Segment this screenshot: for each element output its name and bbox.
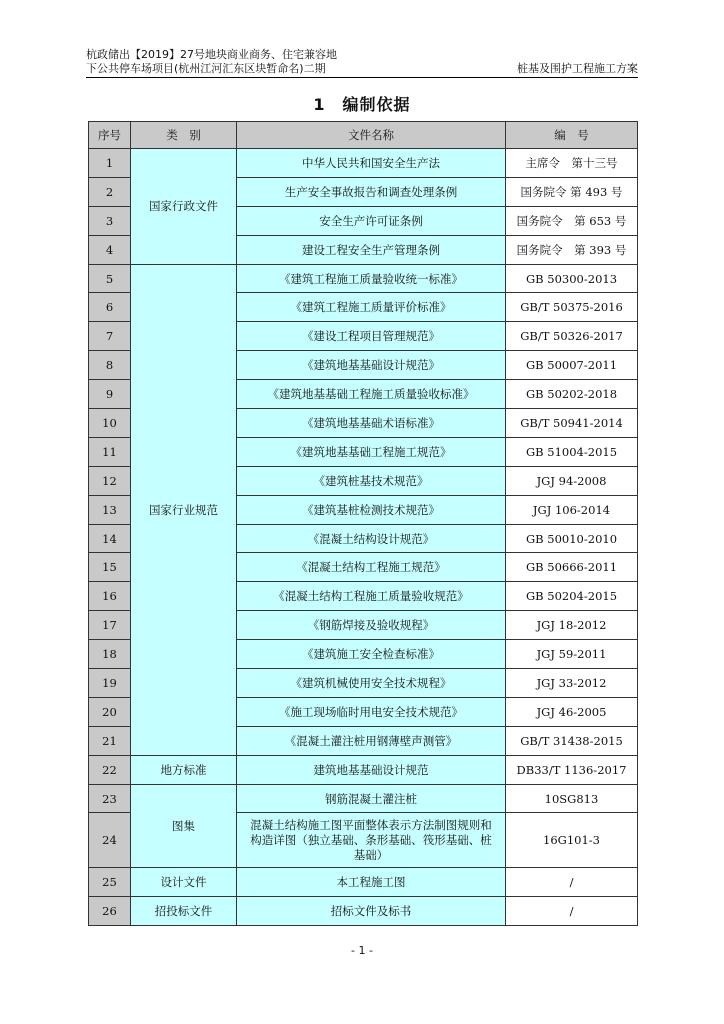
row-code: JGJ 59-2011 <box>506 640 638 669</box>
row-code: JGJ 18-2012 <box>506 611 638 640</box>
row-no: 15 <box>89 553 131 582</box>
category-national-admin: 国家行政文件 <box>131 149 237 265</box>
row-code: 10SG813 <box>506 784 638 813</box>
row-no: 1 <box>89 149 131 178</box>
row-no: 8 <box>89 351 131 380</box>
row-name: 《建筑机械使用安全技术规程》 <box>237 669 506 698</box>
header-project-line-1: 杭政储出【2019】27号地块商业商务、住宅兼容地 <box>86 48 337 61</box>
row-no: 2 <box>89 177 131 206</box>
row-name: 《施工现场临时用电安全技术规范》 <box>237 697 506 726</box>
row-no: 10 <box>89 409 131 438</box>
row-no: 18 <box>89 640 131 669</box>
row-no: 9 <box>89 380 131 409</box>
row-code: DB33/T 1136-2017 <box>506 755 638 784</box>
row-no: 6 <box>89 293 131 322</box>
row-no: 19 <box>89 669 131 698</box>
row-code: GB/T 50941-2014 <box>506 409 638 438</box>
page-number: - 1 - <box>351 944 373 957</box>
table-row <box>89 264 638 293</box>
row-code: GB/T 31438-2015 <box>506 726 638 755</box>
row-name: 《建筑地基基础工程施工质量验收标准》 <box>237 380 506 409</box>
header-code: 编 号 <box>506 122 638 149</box>
row-name: 《建筑施工安全检查标准》 <box>237 640 506 669</box>
row-code: GB 50010-2010 <box>506 524 638 553</box>
row-no: 17 <box>89 611 131 640</box>
table-row <box>89 755 638 784</box>
row-name: 建设工程安全生产管理条例 <box>237 235 506 264</box>
row-name: 《建筑工程施工质量评价标准》 <box>237 293 506 322</box>
row-code: 国务院令 第 393 号 <box>506 235 638 264</box>
row-no: 26 <box>89 897 131 926</box>
row-name: 《建筑地基基础工程施工规范》 <box>237 437 506 466</box>
row-code: 国务院令 第 493 号 <box>506 177 638 206</box>
header-document-name: 文件名称 <box>237 122 506 149</box>
row-no: 13 <box>89 495 131 524</box>
row-code: 16G101-3 <box>506 813 638 868</box>
row-code: GB 51004-2015 <box>506 437 638 466</box>
row-name: 中华人民共和国安全生产法 <box>237 149 506 178</box>
row-name: 混凝土结构施工图平面整体表示方法制图规则和构造详图（独立基础、条形基础、筏形基础、桩基础） <box>237 813 506 868</box>
row-name: 《建筑桩基技术规范》 <box>237 466 506 495</box>
row-no: 25 <box>89 868 131 897</box>
row-code: JGJ 94-2008 <box>506 466 638 495</box>
header-category: 类 别 <box>131 122 237 149</box>
row-no: 3 <box>89 206 131 235</box>
row-no: 23 <box>89 784 131 813</box>
header-divider <box>86 77 638 78</box>
row-code: 主席令 第十三号 <box>506 149 638 178</box>
row-name: 《混凝土结构工程施工规范》 <box>237 553 506 582</box>
row-code: JGJ 33-2012 <box>506 669 638 698</box>
row-name: 《建设工程项目管理规范》 <box>237 322 506 351</box>
table-header-row <box>89 122 638 149</box>
row-name: 《混凝土灌注桩用钢薄壁声测管》 <box>237 726 506 755</box>
header-project-line-2: 下公共停车场项目(杭州江河汇东区块暂命名)二期 <box>86 62 326 75</box>
row-no: 14 <box>89 524 131 553</box>
category-design: 设计文件 <box>131 868 237 897</box>
row-code: GB 50007-2011 <box>506 351 638 380</box>
row-no: 21 <box>89 726 131 755</box>
header-document-title: 桩基及围护工程施工方案 <box>517 62 638 75</box>
row-name: 《建筑地基基础设计规范》 <box>237 351 506 380</box>
row-no: 11 <box>89 437 131 466</box>
row-name: 安全生产许可证条例 <box>237 206 506 235</box>
row-code: / <box>506 868 638 897</box>
row-code: GB 50204-2015 <box>506 582 638 611</box>
category-atlas: 图集 <box>131 784 237 868</box>
table-row <box>89 897 638 926</box>
row-name: 《混凝土结构设计规范》 <box>237 524 506 553</box>
header-no: 序号 <box>89 122 131 149</box>
row-no: 24 <box>89 813 131 868</box>
row-code: JGJ 106-2014 <box>506 495 638 524</box>
row-code: GB 50666-2011 <box>506 553 638 582</box>
row-name: 《钢筋焊接及验收规程》 <box>237 611 506 640</box>
category-industry: 国家行业规范 <box>131 264 237 755</box>
basis-table <box>88 121 638 926</box>
row-code: JGJ 46-2005 <box>506 697 638 726</box>
row-name: 《混凝土结构工程施工质量验收规范》 <box>237 582 506 611</box>
row-no: 5 <box>89 264 131 293</box>
row-code: GB/T 50326-2017 <box>506 322 638 351</box>
row-no: 7 <box>89 322 131 351</box>
row-name: 钢筋混凝土灌注桩 <box>237 784 506 813</box>
row-name: 建筑地基基础设计规范 <box>237 755 506 784</box>
row-no: 4 <box>89 235 131 264</box>
row-name: 《建筑地基基础术语标准》 <box>237 409 506 438</box>
category-local: 地方标准 <box>131 755 237 784</box>
row-no: 22 <box>89 755 131 784</box>
table-row <box>89 149 638 178</box>
row-code: 国务院令 第 653 号 <box>506 206 638 235</box>
table-row <box>89 784 638 813</box>
row-code: GB/T 50375-2016 <box>506 293 638 322</box>
row-code: GB 50202-2018 <box>506 380 638 409</box>
row-code: / <box>506 897 638 926</box>
header-project-name <box>86 48 337 76</box>
row-no: 12 <box>89 466 131 495</box>
row-name: 本工程施工图 <box>237 868 506 897</box>
section-title: 1 编制依据 <box>313 95 411 114</box>
row-name: 《建筑基桩检测技术规范》 <box>237 495 506 524</box>
row-name: 《建筑工程施工质量验收统一标准》 <box>237 264 506 293</box>
row-no: 16 <box>89 582 131 611</box>
category-bidding: 招投标文件 <box>131 897 237 926</box>
table-row <box>89 868 638 897</box>
row-code: GB 50300-2013 <box>506 264 638 293</box>
row-name: 生产安全事故报告和调查处理条例 <box>237 177 506 206</box>
row-no: 20 <box>89 697 131 726</box>
row-name: 招标文件及标书 <box>237 897 506 926</box>
